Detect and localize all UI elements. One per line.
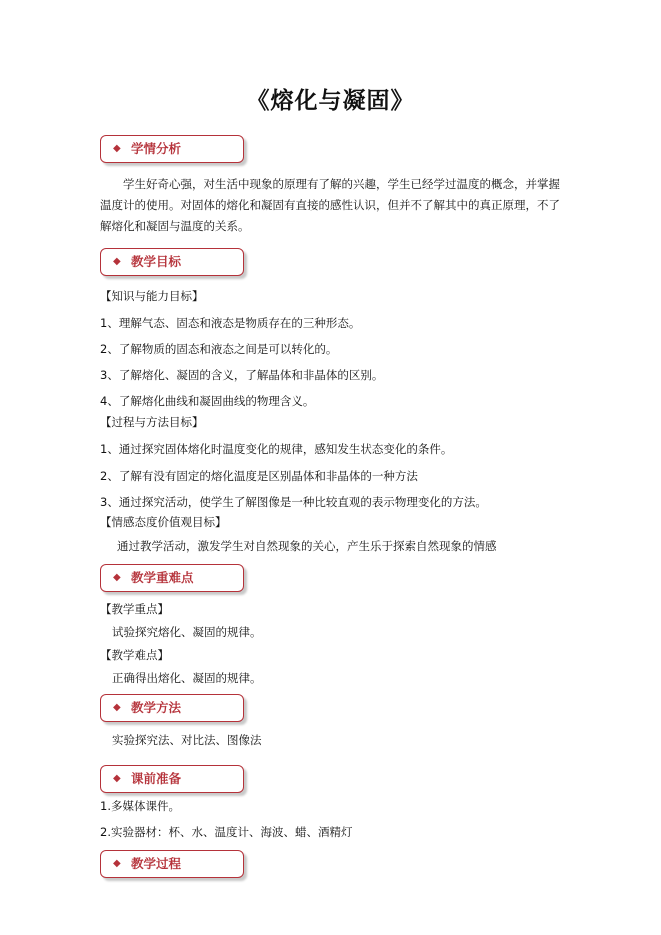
student-analysis-text: 学生好奇心强，对生活中现象的原理有了解的兴趣，学生已经学过温度的概念，并掌握温度计的使用。对固体的熔化和凝固有直接的感性认识，但并不了解其中的真正原理，不了解熔化和凝固与温度的关系。 — [100, 177, 560, 233]
section-header-preparation — [100, 765, 244, 793]
section-header-teaching-process — [100, 850, 244, 878]
list-item: 4、了解熔化曲线和凝固曲线的物理含义。 — [100, 394, 315, 408]
list-item: 1、通过探究固体熔化时温度变化的规律，感知发生状态变化的条件。 — [100, 442, 453, 456]
diamond-icon: ◆ — [113, 143, 121, 154]
section-label: 教学方法 — [131, 700, 182, 715]
knowledge-goals-heading: 【知识与能力目标】 — [100, 289, 204, 303]
difficult-point-heading: 【教学难点】 — [100, 648, 169, 662]
section-header-student-analysis — [100, 135, 244, 163]
section-label: 教学重难点 — [131, 570, 194, 585]
difficult-point-text: 正确得出熔化、凝固的规律。 — [112, 671, 262, 685]
list-item: 1.多媒体课件。 — [100, 799, 180, 813]
list-item: 2、了解物质的固态和液态之间是可以转化的。 — [100, 342, 338, 356]
diamond-icon: ◆ — [113, 773, 121, 784]
diamond-icon: ◆ — [113, 572, 121, 583]
list-item: 3、了解熔化、凝固的含义，了解晶体和非晶体的区别。 — [100, 368, 384, 382]
emotion-goals-heading: 【情感态度价值观目标】 — [100, 515, 227, 529]
list-item: 1、理解气态、固态和液态是物质存在的三种形态。 — [100, 316, 361, 330]
list-item: 2、了解有没有固定的熔化温度是区别晶体和非晶体的一种方法 — [100, 469, 418, 483]
diamond-icon: ◆ — [113, 858, 121, 869]
key-point-text: 试验探究熔化、凝固的规律。 — [112, 625, 262, 639]
page-title: 《熔化与凝固》 — [246, 87, 415, 114]
diamond-icon: ◆ — [113, 256, 121, 267]
list-item: 3、通过探究活动，使学生了解图像是一种比较直观的表示物理变化的方法。 — [100, 495, 487, 509]
section-header-key-points — [100, 564, 244, 592]
section-header-teaching-goals — [100, 248, 244, 276]
section-header-teaching-method — [100, 694, 244, 722]
section-label: 教学过程 — [131, 856, 182, 871]
list-item: 2.实验器材：杯、水、温度计、海波、蜡、酒精灯 — [100, 825, 353, 839]
teaching-method-text: 实验探究法、对比法、图像法 — [112, 733, 262, 747]
diamond-icon: ◆ — [113, 702, 121, 713]
section-label: 学情分析 — [131, 141, 182, 156]
section-label: 教学目标 — [131, 254, 182, 269]
section-label: 课前准备 — [131, 771, 182, 786]
emotion-goals-text: 通过教学活动，激发学生对自然现象的关心，产生乐于探索自然现象的情感 — [117, 539, 497, 553]
key-point-heading: 【教学重点】 — [100, 602, 169, 616]
process-goals-heading: 【过程与方法目标】 — [100, 415, 204, 429]
